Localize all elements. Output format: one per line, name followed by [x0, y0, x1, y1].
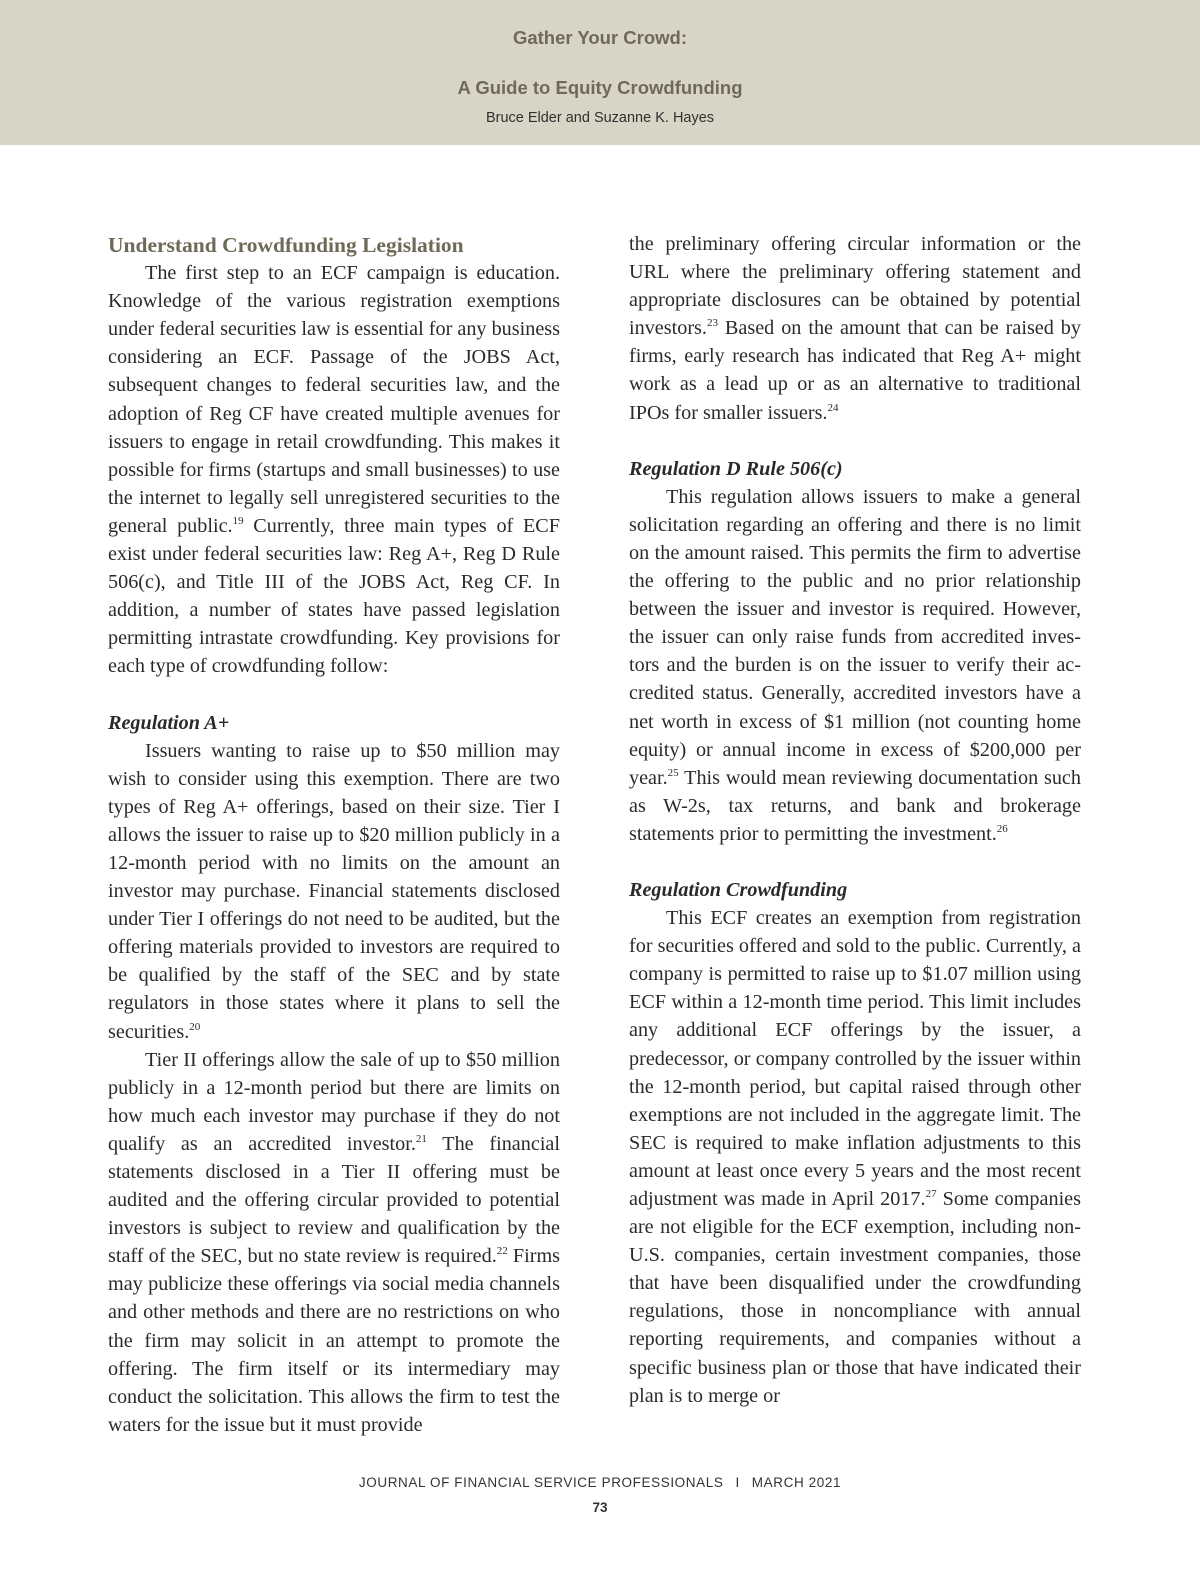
- footnote-ref: 26: [996, 822, 1008, 835]
- footnote-ref: 24: [827, 401, 839, 414]
- left-column: [108, 230, 560, 1439]
- page-number: 73: [592, 1500, 608, 1515]
- article-authors: Bruce Elder and Suzanne K. Hayes: [485, 110, 715, 126]
- issue-date: MARCH 2021: [751, 1475, 842, 1490]
- footnote-ref: 22: [496, 1245, 508, 1258]
- article-title-line1: Gather Your Crowd:: [512, 27, 688, 48]
- reg-a-paragraph-1: Issuers wanting to raise up to $50 million may wish to consider using this exemption. There are two types of Reg A+ offerings, based on their size. Tier I allows the issuer to raise up to $20 million publicly in a 12-month period with no limits on the amount an investor may purchase. Financial statements disclosed under Tier I offerings do not need to be audited, but the offering materials provided to investors are required to be qualified by the staff of the SEC and by state regulators in those states where it plans to sell the securities.$^{20}$: [108, 739, 560, 1043]
- footnote-ref: 19: [232, 514, 244, 527]
- footnote-ref: 23: [706, 317, 718, 330]
- reg-cf-paragraph: This ECF creates an exemption from registration for securities offered and sold to the public. Currently, a company is permitted to raise up to $1.07 million using ECF within a 12-month time period. This limit includes any additional ECF offerings by the issuer, a predecessor, or company controlled by the issuer within the 12-month period, but capital raised through other exemptions are not included in the aggregate limit. The SEC is required to make inflation adjustments to this amount at least once every 5 years and the most recent adjustment was made in April 2017.27 Some companies are not eligible for the ECF exemption, including non-U.S. companies, certain investment companies, those that have been disqualified under the crowdfunding regulations, those in noncompliance with annual reporting requirements, and companies without a specific business plan or those that have indicated their plan is to merge or: [629, 907, 1081, 1407]
- reg-d-paragraph: This regulation allows issuers to make a general solicitation regarding an offering and there is no limit on the amount raised. This permits the firm to advertise the offering to the public and no prior relationship between the issuer and investor is required. However, the issuer can only raise funds from accredited investors and the burden is on the issuer to verify their accredited status. Generally, accredited investors have a net worth in excess of $1 million (not counting home equity) or annual income in excess of $200,000 per year.$^{25}$ This would mean reviewing documentation such as W-2s, tax returns, and bank and brokerage statements prior to permitting the investment.$^{26}$: [629, 485, 1081, 845]
- journal-name: JOURNAL OF FINANCIAL SERVICE PROFESSIONALS: [358, 1475, 724, 1490]
- intro-paragraph: The first step to an ECF campaign is education. Knowledge of the various registration exemptions under federal securities law is essential for any business considering an ECF. Passage of the JOBS Act, subsequent changes to federal securities law, and the adoption of Reg CF have created multiple avenues for issuers to engage in retail crowdfunding. This makes it possible for firms (startups and small businesses) to use the internet to legally sell unregistered securities to the general public.$^{19}$ Currently, three main types of ECF exist under federal securities law: Reg A+, Reg D Rule 506(c), and Title III of the JOBS Act, Reg CF. In addition, a number of states have passed legislation permitting intrastate crowdfunding. Key provisions for each type of crowdfunding follow:: [108, 262, 560, 678]
- continued-paragraph: the preliminary offering circular information or the URL where the preliminary offering statement and appropriate disclosures can be obtained by potential investors.$^{23}$ Based on the amount that can be raised by firms, early research has indicated that Reg A+ might work as a lead up or as an alternative to traditional IPOs for smaller issuers.$^{24}$: [629, 233, 1081, 424]
- subhead-regulation-a: Regulation A+: [108, 711, 230, 734]
- subhead-regulation-crowdfunding: Regulation Crowdfunding: [629, 878, 848, 901]
- right-column: [629, 230, 1081, 1410]
- footnote-ref: 27: [925, 1188, 937, 1200]
- reg-a-paragraph-2: Tier II offerings allow the sale of up to $50 million publicly in a 12-month period but there are limits on how much each investor may purchase if they do not qualify as an accredited investor.$^{21}$ The financial statements disclosed in a Tier II offering must be audited and the offering circular provided to potential investors is subject to review and qualification by the staff of the SEC, but no state review is required.$^{22}$ Firms may publicize these offerings via social media channels and other methods and there are no restrictions on who the firm may solicit in an attempt to promote the offering. The firm itself or its intermediary may conduct the solicitation. This allows the firm to test the waters for the issue but it must provide: [108, 1048, 560, 1436]
- header-band: [0, 0, 1200, 145]
- footer-separator: I: [735, 1475, 740, 1490]
- footer-journal: [0, 1475, 1200, 1490]
- footnote-ref: 21: [415, 1132, 427, 1145]
- section-title: Understand Crowdfunding Legislation: [108, 233, 464, 257]
- article-title-line2: A Guide to Equity Crowdfunding: [457, 77, 743, 98]
- footnote-ref: 25: [667, 766, 679, 779]
- subhead-regulation-d: Regulation D Rule 506(c): [629, 457, 843, 480]
- footnote-ref: 20: [189, 1020, 201, 1033]
